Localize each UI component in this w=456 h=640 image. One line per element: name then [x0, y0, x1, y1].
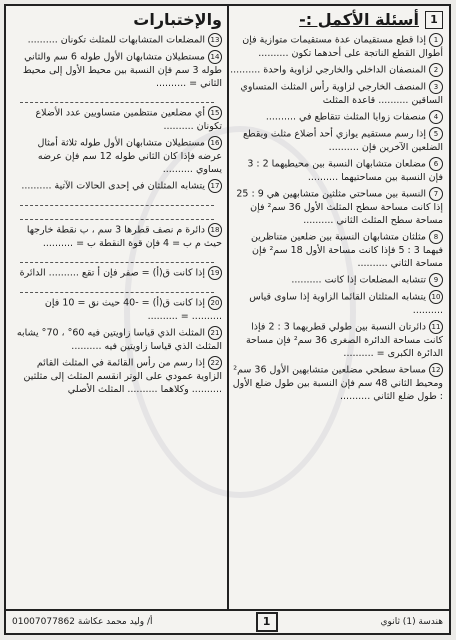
- section-title: أسئلة الأكمل :-: [299, 10, 419, 29]
- question-text: النسبة بين مساحتي مثلثين متشابهين هي 9 : 25 إذا كانت مساحة سطح المثلث الأول 36 سم² فإن مساحة سطح المثلث الثاني ..........: [236, 188, 443, 226]
- question-number: 6: [429, 157, 443, 171]
- question-number: 17: [208, 179, 222, 193]
- question-number: 15: [208, 106, 222, 120]
- question-number: 1: [429, 33, 443, 47]
- question-item: [12, 296, 222, 323]
- question-text: إذا رسم مستقيم يوازي أحد أضلاع مثلث ويقطع الضلعين الآخرين فإن ..........: [242, 128, 443, 153]
- question-item: [230, 33, 443, 60]
- footer-grade: هندسة (1) ثانوي: [380, 617, 443, 627]
- left-column: [6, 6, 226, 611]
- question-text: أي مضلعين منتظمين متساويين عدد الأضلاع تكونان ..........: [35, 107, 222, 132]
- question-text: المنصف الخارجي لزاوية رأس المثلث المتساوي الساقين .......... قاعدة المثلث: [240, 81, 443, 106]
- footer-phone: 01007077862: [12, 617, 75, 627]
- question-text: مثلثان متشابهان النسبة بين ضلعين متناظرين فيهما 3 : 5 فإذا كانت مساحة الأول 18 سم² فإن مساحة الثاني ..........: [250, 231, 443, 269]
- question-item: [230, 157, 443, 184]
- column-divider: [227, 6, 229, 611]
- page-footer: [6, 609, 449, 633]
- question-item: [12, 33, 222, 47]
- footer-author: أ/ وليد محمد عكاشة: [77, 617, 153, 627]
- right-column: [226, 6, 449, 611]
- answer-line: [20, 281, 214, 293]
- answer-line: [20, 251, 214, 263]
- question-text: مستطيلان متشابهان الأول طوله ثلاثة أمثال عرضه فإذا كان الثاني طوله 12 سم فإن عرضه يساوي ..........: [37, 137, 222, 175]
- question-item: [230, 80, 443, 107]
- question-item: [12, 223, 222, 263]
- question-number: 20: [208, 296, 222, 310]
- question-item: [230, 273, 443, 287]
- question-number: 5: [429, 127, 443, 141]
- question-number: 10: [429, 290, 443, 304]
- question-item: [230, 187, 443, 227]
- question-text: المثلث الذي قياسا زاويتين فيه 60° ، 70° يشابه المثلث الذي قياسا زاويتين فيه ..........: [16, 327, 222, 352]
- question-item: [230, 230, 443, 270]
- question-number: 8: [429, 230, 443, 244]
- question-text: المنصفان الداخلي والخارجي لزاوية واحدة ..........: [230, 64, 426, 76]
- right-question-list: [230, 33, 443, 403]
- question-number: 14: [208, 50, 222, 64]
- question-text: يتشابه المثلثان القائما الزاوية إذا ساوى قياس ..........: [249, 291, 443, 316]
- question-text: إذا كانت ق(أ) = صفر فإن أ تقع .......... الدائرة: [19, 267, 205, 279]
- question-number: 18: [208, 223, 222, 237]
- question-item: [12, 356, 222, 396]
- question-number: 11: [429, 320, 443, 334]
- question-item: [230, 110, 443, 124]
- question-text: إذا قطع مستقيمان عدة مستقيمات متوازية فإن أطوال القطع الناتجة على أحدهما تكون ..........: [242, 34, 443, 59]
- question-item: [230, 63, 443, 77]
- question-text: منصفات زوايا المثلث تتقاطع في ..........: [265, 111, 426, 123]
- question-number: 9: [429, 273, 443, 287]
- question-item: [12, 106, 222, 133]
- question-number: 22: [208, 356, 222, 370]
- question-text: يتشابه المثلثان في إحدى الحالات الآتية ..........: [21, 180, 205, 192]
- left-question-list: [12, 33, 222, 396]
- question-text: دائرة م نصف قطرها 3 سم ، ب نقطة خارجها حيث م ب = 4 فإن قوة النقطة ب = ..........: [26, 224, 222, 249]
- left-column-header: [12, 10, 222, 29]
- question-item: [230, 290, 443, 317]
- question-item: [230, 127, 443, 154]
- question-number: 21: [208, 326, 222, 340]
- footer-author-block: [12, 617, 153, 627]
- question-text: تتشابه المضلعات إذا كانت ..........: [291, 274, 426, 286]
- answer-line: [20, 91, 214, 103]
- question-item: [230, 363, 443, 403]
- question-item: [12, 136, 222, 176]
- page-number: 1: [256, 612, 278, 632]
- question-item: [12, 179, 222, 220]
- answer-line: [20, 208, 214, 220]
- question-text: إذا كانت ق(أ) = -40 حيث نق = 10 فإن .......... = ..........: [44, 297, 222, 322]
- section-title-left: والإختبارات: [133, 10, 222, 29]
- question-item: [12, 266, 222, 293]
- question-text: مساحة سطحي مضلعين متشابهين الأول 36 سم² ومحيط الثاني 48 سم فإن النسبة بين طول ضلع الأول : طول ضلع الثاني ..........: [232, 364, 443, 402]
- question-number: 7: [429, 187, 443, 201]
- worksheet-page: [4, 4, 451, 635]
- question-number: 19: [208, 266, 222, 280]
- question-number: 4: [429, 110, 443, 124]
- question-text: مستطيلان متشابهان الأول طوله 6 سم والثاني طوله 3 سم فإن النسبة بين محيط الأول إلى محيط الثاني = ..........: [22, 51, 222, 89]
- question-number: 13: [208, 33, 222, 47]
- question-text: دائرتان النسبة بين طولي قطريهما 3 : 2 فإذا كانت مساحة الدائرة الصغرى 36 سم² فإن مساحة الدائرة الكبرى = ..........: [245, 321, 443, 359]
- question-text: مضلعان متشابهان النسبة بين محيطيهما 2 : 3 فإن النسبة بين مساحتيهما ..........: [247, 158, 443, 183]
- question-item: [12, 50, 222, 103]
- question-text: إذا رسم من رأس القائمة في المثلث القائم الزاوية عمودي على الوتر انقسم المثلث إلى مثلثين .......... وكلاهما .......... المثلث الأصلي: [23, 357, 222, 395]
- question-item: [12, 326, 222, 353]
- section-number-box: 1: [425, 11, 443, 29]
- question-number: 12: [429, 363, 443, 377]
- question-text: المضلعات المتشابهات للمثلث تكونان ..........: [27, 34, 205, 46]
- right-column-header: [230, 10, 443, 29]
- question-item: [230, 320, 443, 360]
- question-number: 16: [208, 136, 222, 150]
- question-number: 2: [429, 63, 443, 77]
- answer-line: [20, 194, 214, 206]
- question-number: 3: [429, 80, 443, 94]
